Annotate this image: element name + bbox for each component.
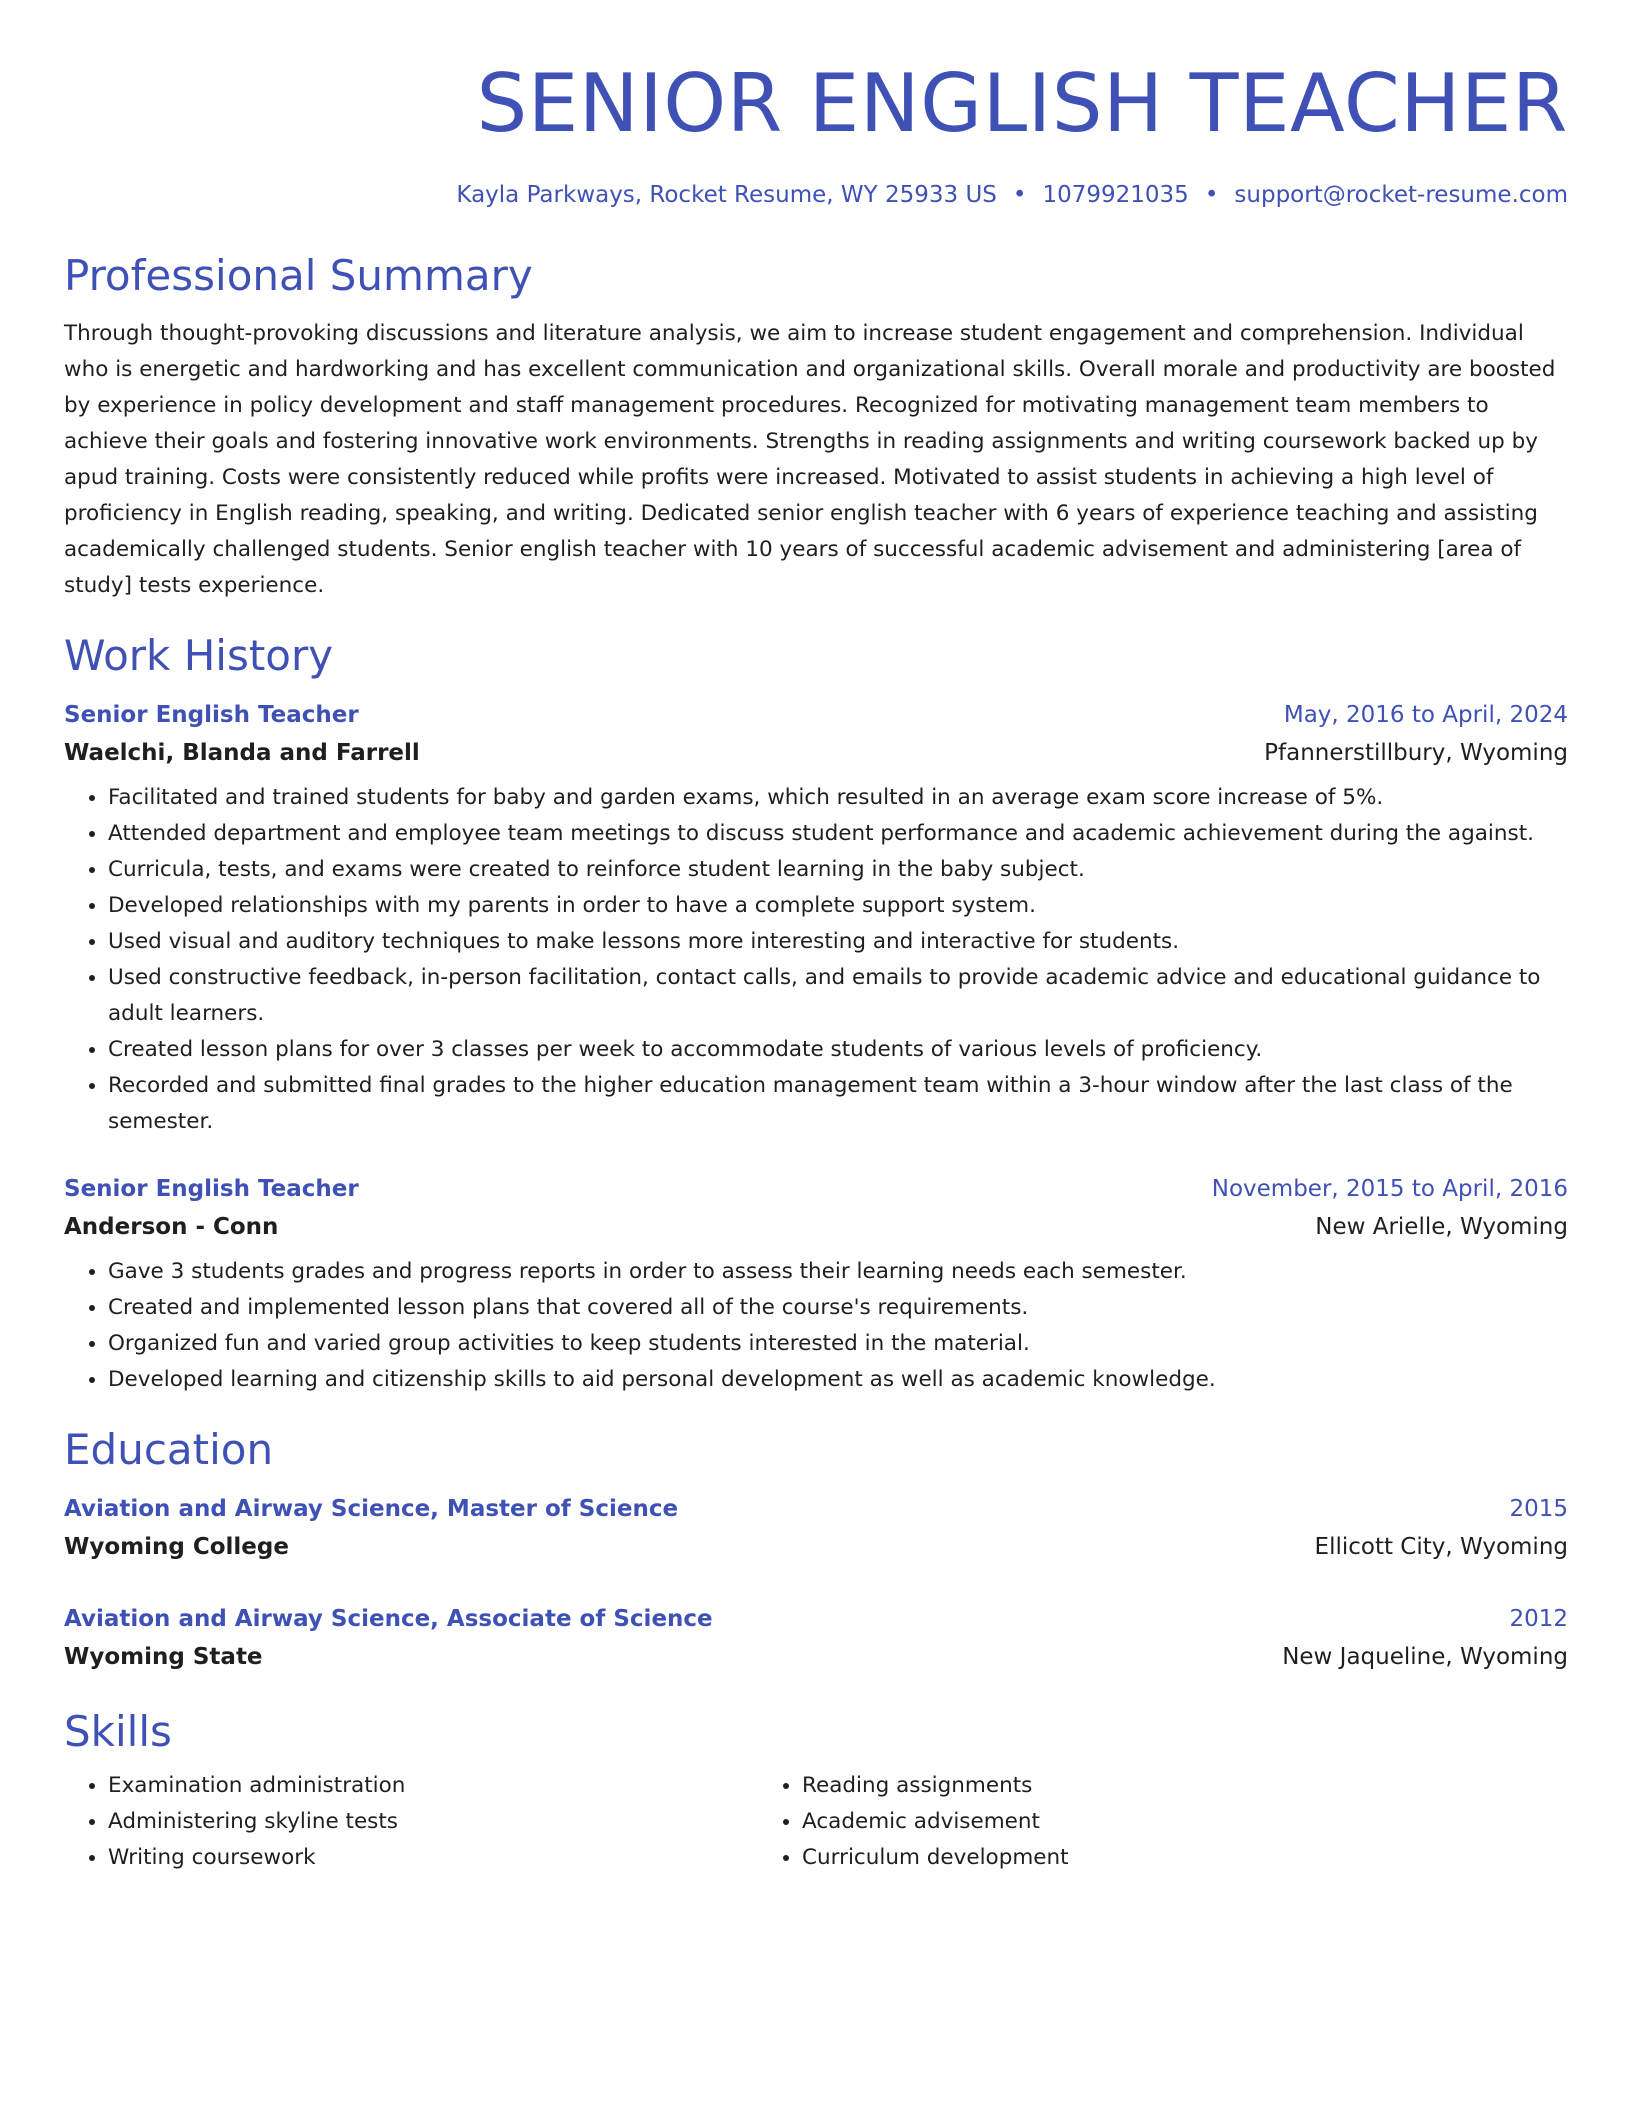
job-bullet: • Facilitated and trained students for baby and garden exams, which resulted in an average exam score increase of 5%. — [108, 780, 1568, 816]
skill-item: • Reading assignments — [802, 1768, 1452, 1804]
job-bullet: • Developed relationships with my parents in order to have a complete support system. — [108, 888, 1568, 924]
job-bullet: • Recorded and submitted final grades to the higher education management team within a 3-hour window after the last class of the semester. — [108, 1068, 1568, 1140]
work-entry-subheader — [64, 1208, 1568, 1246]
skill-item: • Examination administration — [108, 1768, 758, 1804]
job-bullet: • Used constructive feedback, in-person facilitation, contact calls, and emails to provide academic advice and educational guidance to adult learners. — [108, 960, 1568, 1032]
education-entry-header — [64, 1490, 1568, 1528]
contact-email[interactable]: support@rocket-resume.com — [1234, 182, 1568, 208]
job-bullet: • Attended department and employee team meetings to discuss student performance and academic achievement during the against. — [108, 816, 1568, 852]
job-bullet: • Used visual and auditory techniques to make lessons more interesting and interactive for students. — [108, 924, 1568, 960]
work-entry — [64, 1170, 1568, 1398]
degree: Aviation and Airway Science, Master of Science — [64, 1496, 679, 1522]
summary-heading: Professional Summary — [64, 251, 533, 300]
work-entry-header — [64, 1170, 1568, 1208]
contact-phone: 1079921035 — [1042, 182, 1189, 208]
job-bullets — [64, 780, 1568, 1140]
job-bullet: • Curricula, tests, and exams were created to reinforce student learning in the baby subject. — [108, 852, 1568, 888]
skills-column-right — [758, 1768, 1452, 1876]
skills-list — [64, 1768, 1568, 1876]
school-name: Wyoming College — [64, 1534, 289, 1560]
job-bullet: • Created lesson plans for over 3 classes per week to accommodate students of various levels of proficiency. — [108, 1032, 1568, 1068]
degree: Aviation and Airway Science, Associate of Science — [64, 1606, 713, 1632]
education-entry-header — [64, 1600, 1568, 1638]
graduation-year: 2012 — [1509, 1606, 1568, 1632]
education-entry-subheader — [64, 1638, 1568, 1676]
job-role: Senior English Teacher — [64, 1176, 359, 1202]
skill-item: • Curriculum development — [802, 1840, 1452, 1876]
job-dates: May, 2016 to April, 2024 — [1283, 702, 1568, 728]
contact-separator: • — [1012, 182, 1027, 208]
job-location: Pfannerstillbury, Wyoming — [1264, 740, 1568, 766]
work-history-heading: Work History — [64, 631, 334, 680]
contact-address: Kayla Parkways, Rocket Resume, WY 25933 US — [456, 182, 997, 208]
work-entry-header — [64, 696, 1568, 734]
education-heading: Education — [64, 1425, 274, 1474]
job-bullet: • Organized fun and varied group activities to keep students interested in the material. — [108, 1326, 1568, 1362]
job-company: Anderson - Conn — [64, 1214, 279, 1240]
school-location: Ellicott City, Wyoming — [1314, 1534, 1568, 1560]
education-entry — [64, 1600, 1568, 1676]
job-location: New Arielle, Wyoming — [1315, 1214, 1568, 1240]
skill-item: • Administering skyline tests — [108, 1804, 758, 1840]
contact-separator: • — [1204, 182, 1219, 208]
resume-header — [64, 52, 1568, 210]
school-name: Wyoming State — [64, 1644, 263, 1670]
education-entry-subheader — [64, 1528, 1568, 1566]
job-role: Senior English Teacher — [64, 702, 359, 728]
job-bullet: • Gave 3 students grades and progress reports in order to assess their learning needs each semester. — [108, 1254, 1568, 1290]
job-bullet: • Developed learning and citizenship skills to aid personal development as well as academic knowledge. — [108, 1362, 1568, 1398]
job-dates: November, 2015 to April, 2016 — [1211, 1176, 1568, 1202]
skill-item: • Academic advisement — [802, 1804, 1452, 1840]
education-entry — [64, 1490, 1568, 1566]
contact-line — [64, 180, 1568, 210]
work-entry-subheader — [64, 734, 1568, 772]
job-company: Waelchi, Blanda and Farrell — [64, 740, 420, 766]
summary-text: Through thought-provoking discussions and literature analysis, we aim to increase student engagement and comprehension. Individual who is energetic and hardworking and has excellent communication and organizational skills. Overall morale and productivity are boosted by experience in policy development and staff management procedures. Recognized for motivating management team members to achieve their goals and fostering innovative work environments. Strengths in reading assignments and writing coursework backed up by apud training. Costs were consistently reduced while profits were increased. Motivated to assist students in achieving a high level of proficiency in English reading, speaking, and writing. Dedicated senior english teacher with 6 years of experience teaching and assisting academically challenged students. Senior english teacher with 10 years of successful academic advisement and administering [area of study] tests experience. — [64, 321, 1556, 598]
graduation-year: 2015 — [1509, 1496, 1568, 1522]
skills-heading: Skills — [64, 1707, 172, 1756]
school-location: New Jaqueline, Wyoming — [1282, 1644, 1568, 1670]
skill-item: • Writing coursework — [108, 1840, 758, 1876]
work-entry — [64, 696, 1568, 1140]
resume-title: SENIOR ENGLISH TEACHER — [476, 57, 1568, 150]
job-bullets — [64, 1254, 1568, 1398]
skills-column-left — [64, 1768, 758, 1876]
job-bullet: • Created and implemented lesson plans that covered all of the course's requirements. — [108, 1290, 1568, 1326]
